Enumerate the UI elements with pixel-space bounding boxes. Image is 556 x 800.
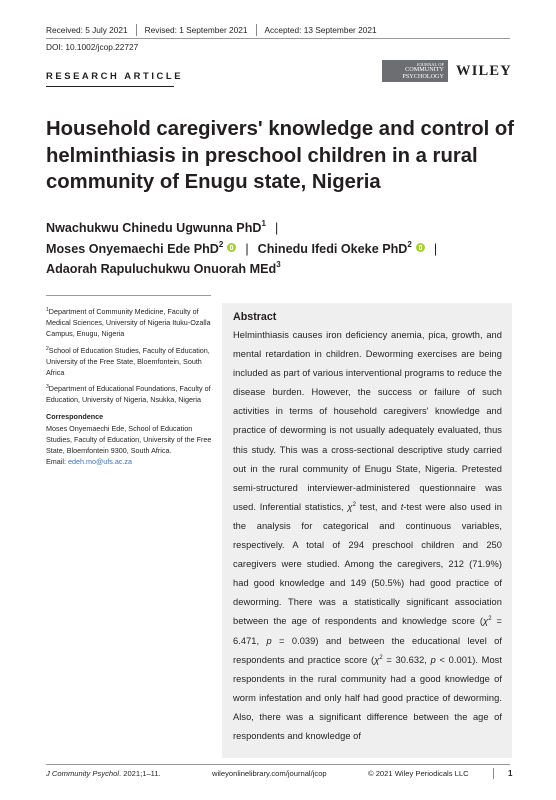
footer-citation: J Community Psychol. 2021;1–11. bbox=[46, 769, 161, 778]
article-type: RESEARCH ARTICLE bbox=[46, 70, 184, 81]
footer-separator bbox=[493, 768, 494, 779]
correspondence-heading: Correspondence bbox=[46, 412, 104, 422]
author-name[interactable]: Adaorah Rapuluchukwu Onuorah MEd bbox=[46, 262, 277, 277]
journal-logo-line2: COMMUNITY bbox=[405, 66, 444, 73]
article-dates bbox=[46, 24, 377, 36]
footer-rule bbox=[46, 764, 510, 765]
article-title: Household caregivers' knowledge and control of helminthiasis in preschool children in a rural community of Enugu state, Nigeria bbox=[46, 118, 514, 194]
journal-logo-line3: PSYCHOLOGY bbox=[402, 72, 444, 80]
date-separator bbox=[256, 24, 257, 36]
abstract-box bbox=[222, 303, 512, 758]
abstract-heading: Abstract bbox=[233, 311, 277, 323]
author-name[interactable]: Moses Onyemaechi Ede PhD bbox=[46, 241, 219, 256]
journal-logo bbox=[382, 60, 448, 82]
revised-date: Revised: 1 September 2021 bbox=[144, 25, 248, 35]
author-list: Nwachukwu Chinedu Ugwunna PhD$^1$ | Moses Onyemaechi Ede PhD$^2$ | Chinedu Ifedi Okeke PhD$^2$ | Adaorah Rapuluchukwu Onuorah MEd$^3$ bbox=[46, 219, 438, 277]
author-affiliation-number: 3 bbox=[276, 260, 281, 270]
received-date: Received: 5 July 2021 bbox=[46, 25, 128, 35]
affiliation: $^1$Department of Community Medicine, Faculty of Medical Sciences, University of Nigeria Ituku-Ozalla Campus, Enugu, Nigeria bbox=[46, 307, 211, 338]
date-separator bbox=[136, 24, 137, 36]
journal-logo-line1: JOURNAL OF bbox=[416, 62, 444, 67]
accepted-date: Accepted: 13 September 2021 bbox=[264, 25, 377, 35]
author-affiliation-number: 2 bbox=[407, 239, 412, 249]
orcid-icon[interactable] bbox=[416, 243, 425, 252]
author-name[interactable]: Chinedu Ifedi Okeke PhD bbox=[257, 241, 408, 256]
correspondence bbox=[46, 412, 214, 468]
publisher-logo: WILEY bbox=[456, 63, 512, 79]
correspondence-body: Moses Onyemaechi Ede, School of Education Studies, Faculty of Education, University of the Free State, Bloemfontein 9300, South Africa. bbox=[46, 424, 212, 455]
author-affiliation-number: 2 bbox=[218, 239, 224, 249]
author-name[interactable]: Nwachukwu Chinedu Ugwunna PhD bbox=[46, 221, 262, 235]
doi[interactable]: DOI: 10.1002/jcop.22727 bbox=[46, 42, 139, 52]
author-affiliation-number: 1 bbox=[261, 219, 266, 228]
affiliation-rule bbox=[46, 295, 211, 296]
page-number: 1 bbox=[508, 769, 513, 778]
abstract-text: Helminthiasis causes iron deficiency anemia, pica, growth, and mental retardation in children. Deworming exercises are being included as part of various interventional programs to reduce the disease burden. However, the success or failure of such activities in terms of household caregivers' knowledge and practice of deworming is not usually adequately evaluated, thus this study. This was a cross-sectional descriptive study carried out in the rural community of Enugu State, Nigeria. Pretested semi-structured interviewer-administered questionnaire was used. Inferential statistics, $\chi^2$ test, and t-test were also used in the analysis for categorical and continuous variables, respectively. A total of 294 preschool children and 250 caregivers were studied. Among the caregivers, 212 (71.9%) had good knowledge and 149 (50.5%) had good practice of deworming. There was a statistically significant association between the age of respondents and knowledge score ($\chi^2 = 6.471$, p = 0.039) and between the educational level of respondents and practice score ($\chi^2 = 30.632$, p < 0.001). Most respondents in the rural community had a good knowledge of worm infestation and only half had good practice of deworming. Also, there was a significant difference between the age of respondents and knowledge of bbox=[233, 330, 503, 741]
orcid-icon[interactable] bbox=[227, 243, 236, 252]
footer-copyright: © 2021 Wiley Periodicals LLC bbox=[368, 769, 469, 778]
footer-url[interactable]: wileyonlinelibrary.com/journal/jcop bbox=[212, 769, 327, 778]
header-rule bbox=[46, 38, 510, 39]
correspondence-email-line: Email: edeh.mo@ufs.ac.za bbox=[46, 456, 133, 466]
affiliation: $^2$School of Education Studies, Faculty of Education, University of the Free State, Bloemfontein, South Africa bbox=[46, 345, 210, 377]
email-link[interactable]: edeh.mo@ufs.ac.za bbox=[67, 456, 133, 466]
affiliation: $^3$Department of Educational Foundations, Faculty of Education, University of Nigeria, Nsukka, Nigeria bbox=[46, 384, 211, 405]
article-type-underline bbox=[46, 86, 174, 87]
affiliations bbox=[46, 307, 214, 468]
